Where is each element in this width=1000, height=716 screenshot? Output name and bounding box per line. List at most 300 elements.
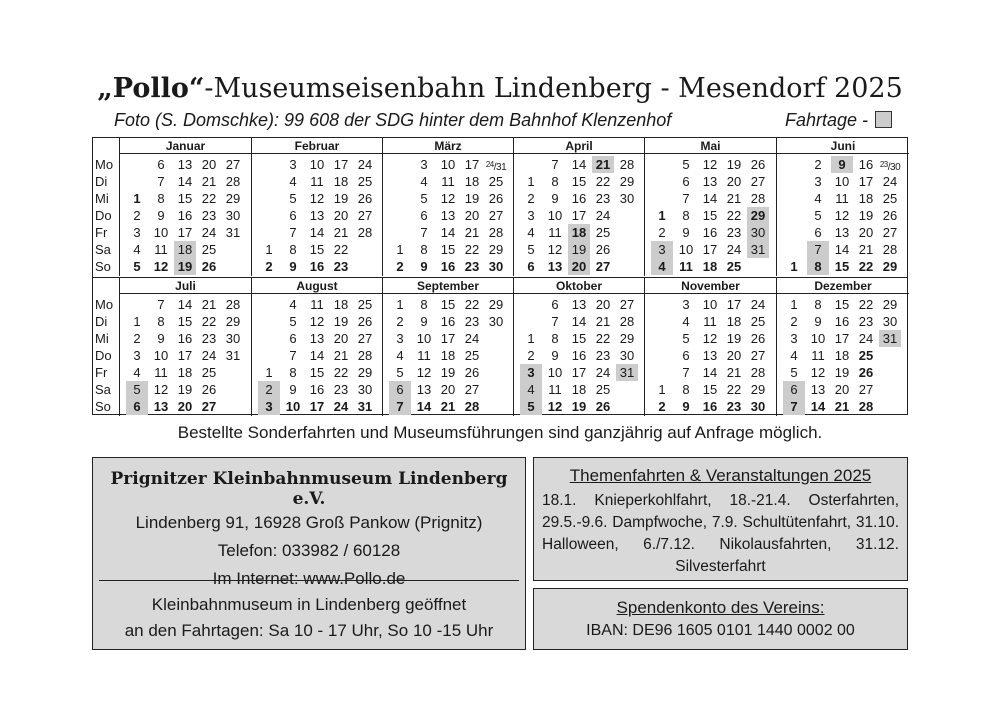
day-cell: 5 [126, 381, 148, 398]
day-cell: 21 [726, 191, 742, 206]
day-cell: 28 [750, 191, 766, 206]
day-cell: 8 [289, 365, 297, 380]
weekday-label: Mo [95, 297, 114, 312]
day-cell: 22 [464, 297, 480, 312]
day-cell: 20 [177, 399, 193, 414]
day-cell: 27 [595, 259, 611, 274]
day-cell: 19 [464, 191, 480, 206]
weekday-labels [93, 156, 119, 275]
month-header: Juli [120, 278, 251, 294]
month-november [644, 278, 776, 416]
month-header: August [252, 278, 382, 294]
day-cell: 18 [568, 224, 590, 241]
day-cell: 27 [619, 297, 635, 312]
month-header: April [514, 138, 644, 154]
day-cell: 19 [440, 365, 456, 380]
day-cell: 15 [309, 365, 325, 380]
day-cell: 15 [440, 242, 456, 257]
day-cell: 21 [201, 174, 217, 189]
day-cell: 17 [571, 365, 587, 380]
day-cell: 27 [750, 348, 766, 363]
day-cell: 6 [814, 225, 822, 240]
day-cell: 8 [420, 242, 428, 257]
day-cell: 27 [858, 382, 874, 397]
day-cell: 11 [154, 365, 168, 380]
day-cell: 29 [747, 207, 769, 224]
day-cell: 21 [440, 399, 456, 414]
day-cell: 3 [396, 331, 404, 346]
title-bold: „Pollo“ [97, 73, 205, 104]
day-cell: 2 [658, 399, 666, 414]
weekday-label: Do [95, 348, 112, 363]
day-cell: 11 [548, 382, 562, 397]
day-cell: 17 [571, 208, 587, 223]
month-header: November [645, 278, 776, 294]
day-cell: 9 [831, 156, 853, 173]
day-cell: 9 [551, 191, 559, 206]
day-cell: 8 [289, 242, 297, 257]
day-cell: 2 [527, 191, 535, 206]
day-cell: 8 [157, 314, 165, 329]
day-cell: 12 [153, 259, 169, 274]
day-cell: 23 [201, 208, 217, 223]
day-cell: 21 [726, 365, 742, 380]
day-cell: 26 [464, 365, 480, 380]
day-cell: 7 [157, 174, 165, 189]
day-cell: 16 [702, 225, 718, 240]
day-cell: 18 [174, 241, 196, 258]
day-cell: 4 [520, 381, 542, 398]
day-cell: 2 [133, 331, 141, 346]
day-cell: 12 [702, 331, 718, 346]
day-cell: 30 [488, 259, 504, 274]
day-cell: 25 [595, 382, 611, 397]
day-cell: 21 [595, 314, 611, 329]
day-cell: 22 [333, 365, 349, 380]
calendar-second-half [93, 277, 907, 415]
month-header: Oktober [514, 278, 644, 294]
day-cell: 19 [333, 314, 349, 329]
day-cell: 24 [750, 297, 766, 312]
day-cell: 5 [682, 331, 690, 346]
day-cell: 8 [551, 331, 559, 346]
day-cell: 12 [810, 365, 826, 380]
museum-web: Im Internet: www.Pollo.de [212, 569, 406, 588]
day-cell: 20 [333, 331, 349, 346]
day-cell: 12 [547, 242, 563, 257]
day-cell: 8 [807, 258, 829, 275]
day-cell: 29 [882, 297, 898, 312]
title-rest: -Museumseisenbahn Lindenberg - Mesendorf 2025 [204, 73, 903, 104]
day-cell: 12 [309, 314, 325, 329]
day-cell: 22 [201, 314, 217, 329]
day-cell: 2 [527, 348, 535, 363]
calendar-first-half [93, 138, 907, 276]
day-cell: 7 [682, 191, 690, 206]
day-cell: 25 [201, 242, 217, 257]
day-cell: 21 [858, 242, 874, 257]
events-box [533, 457, 908, 581]
day-cell: 1 [396, 297, 404, 312]
day-cell: 26 [750, 157, 766, 172]
day-cell: 20 [201, 157, 217, 172]
museum-address: Lindenberg 91, 16928 Groß Pankow (Prignitz) [135, 513, 483, 532]
day-cell: 14 [834, 242, 850, 257]
fahrtage-legend-label: Fahrtage - [784, 110, 868, 130]
day-cell: 5 [396, 365, 404, 380]
day-cell: 3 [682, 297, 690, 312]
day-cell: 28 [225, 174, 241, 189]
day-cell: 6 [527, 259, 535, 274]
day-cell: 5 [682, 157, 690, 172]
day-cell: 23 [201, 331, 217, 346]
day-cell: 30 [882, 314, 898, 329]
day-cell: 23 [595, 191, 611, 206]
day-cell: 27 [882, 225, 898, 240]
day-cell: 13 [309, 208, 325, 223]
day-cell: 17 [309, 399, 325, 414]
day-cell: 6 [682, 348, 690, 363]
day-cell: 10 [547, 208, 563, 223]
day-cell: 20 [858, 225, 874, 240]
day-cell: 7 [807, 241, 829, 258]
day-cell: 18 [702, 259, 718, 274]
day-cell: 10 [285, 399, 301, 414]
day-cell: 4 [814, 191, 822, 206]
day-cell: 16 [440, 314, 456, 329]
month-august [251, 278, 382, 416]
photo-caption: Foto (S. Domschke): 99 608 der SDG hinter dem Bahnhof Klenzenhof [114, 110, 672, 130]
day-cell: 7 [289, 348, 297, 363]
day-cell: 23 [333, 259, 349, 274]
day-cell: 9 [682, 225, 690, 240]
day-cell: 30 [225, 331, 241, 346]
day-cell: 14 [309, 348, 325, 363]
day-cell: 30 [619, 348, 635, 363]
day-cell: 5 [527, 242, 535, 257]
day-cell: 6 [289, 208, 297, 223]
day-cell: 28 [225, 297, 241, 312]
day-cell: 3 [133, 225, 141, 240]
day-cell: 16 [309, 259, 325, 274]
day-cell: 1 [658, 382, 666, 397]
day-cell: 5 [790, 365, 798, 380]
day-cell: 17 [464, 157, 480, 172]
day-cell: 11 [548, 225, 562, 240]
day-cell: 12 [309, 191, 325, 206]
day-cell: 14 [177, 174, 193, 189]
day-cell: 4 [133, 242, 141, 257]
month-juli [119, 278, 251, 416]
day-cell: 23 [858, 314, 874, 329]
day-cell: 20 [333, 208, 349, 223]
day-cell: 26 [595, 242, 611, 257]
day-cell: 27 [201, 399, 217, 414]
day-cell: 19 [177, 382, 193, 397]
weekday-labels [93, 296, 119, 415]
day-cell: 25 [858, 348, 874, 363]
day-cell: 6 [289, 331, 297, 346]
weekday-label: Mi [95, 331, 109, 346]
weekday-label: So [95, 399, 111, 414]
day-cell: 11 [811, 348, 825, 363]
day-cell: 28 [464, 399, 480, 414]
day-cell: 29 [225, 191, 241, 206]
day-cell: 16 [571, 348, 587, 363]
day-cell: 6 [682, 174, 690, 189]
day-cell: 18 [834, 348, 850, 363]
day-cell: 7 [157, 297, 165, 312]
day-cell: 27 [225, 157, 241, 172]
day-cell: 15 [177, 314, 193, 329]
month-header: Juni [777, 138, 909, 154]
day-cell: 11 [679, 259, 693, 274]
day-cell: 8 [682, 208, 690, 223]
day-cell: 20 [440, 382, 456, 397]
day-cell: 14 [309, 225, 325, 240]
day-cell: 16 [177, 208, 193, 223]
month-header: Februar [252, 138, 382, 154]
month-september [382, 278, 513, 416]
day-cell: 7 [551, 314, 559, 329]
day-cell: 18 [177, 365, 193, 380]
day-cell: 22 [333, 242, 349, 257]
donation-title: Spendenkonto des Vereins: [616, 598, 825, 617]
day-cell: 1 [658, 208, 666, 223]
day-cell: 7 [783, 398, 805, 415]
day-cell: 3 [790, 331, 798, 346]
day-cell: 30 [488, 314, 504, 329]
day-cell: 22 [595, 174, 611, 189]
day-cell: 13 [153, 399, 169, 414]
day-cell: 1 [790, 297, 798, 312]
day-cell: 13 [571, 297, 587, 312]
weekday-label: Fr [95, 365, 108, 380]
weekday-label: Sa [95, 242, 111, 257]
day-cell: 25 [488, 174, 504, 189]
booking-note: Bestellte Sonderfahrten und Museumsführungen sind ganzjährig auf Anfrage möglich. [177, 423, 823, 442]
day-cell: 19 [858, 208, 874, 223]
day-cell: 10 [153, 225, 169, 240]
day-cell: 4 [396, 348, 404, 363]
day-cell: 21 [834, 399, 850, 414]
day-cell: 7 [389, 398, 411, 415]
day-cell: 9 [420, 314, 428, 329]
day-cell: 2 [265, 259, 273, 274]
day-cell: 28 [619, 314, 635, 329]
day-cell: 6 [783, 381, 805, 398]
month-header: Januar [120, 138, 251, 154]
day-cell: 24 [464, 331, 480, 346]
day-cell: 22 [726, 382, 742, 397]
day-cell: 25 [750, 314, 766, 329]
day-cell: 25 [357, 297, 373, 312]
day-cell: 26 [201, 382, 217, 397]
day-cell: 8 [420, 297, 428, 312]
day-cell: 14 [702, 191, 718, 206]
day-cell: 21 [201, 297, 217, 312]
day-cell: 3 [420, 157, 428, 172]
day-cell: 10 [810, 331, 826, 346]
weekday-label: So [95, 259, 111, 274]
day-cell: 26 [595, 399, 611, 414]
day-cell: 4 [289, 174, 297, 189]
day-cell: 22 [201, 191, 217, 206]
day-cell: 14 [416, 399, 432, 414]
day-cell: 8 [814, 297, 822, 312]
day-cell: 9 [420, 259, 428, 274]
day-cell: 9 [289, 382, 297, 397]
day-cell: 4 [420, 174, 428, 189]
day-cell: 4 [790, 348, 798, 363]
day-cell: 10 [440, 157, 456, 172]
day-cell: 4 [289, 297, 297, 312]
day-cell: 29 [488, 242, 504, 257]
day-cell: 6 [126, 398, 148, 415]
calendar [92, 137, 908, 415]
day-cell: 29 [619, 174, 635, 189]
day-cell: 31 [357, 399, 373, 414]
day-cell: 27 [357, 208, 373, 223]
day-cell: 10 [678, 242, 694, 257]
month-april [513, 138, 644, 276]
museum-info-box [92, 457, 526, 650]
day-cell: 18 [858, 191, 874, 206]
day-cell: 25 [464, 348, 480, 363]
day-cell: 6 [389, 381, 411, 398]
day-cell: 2 [814, 157, 822, 172]
day-cell: 31 [225, 225, 241, 240]
events-text: 18.1. Knieperkohlfahrt, 18.-21.4. Osterfahrten, 29.5.-9.6. Dampfwoche, 7.9. Schultütenfahrt, 31.10. Halloween, 6./7.12. Nikolausfahrten, 31.12. Silvesterfahrt [542, 492, 899, 575]
day-cell: 9 [289, 259, 297, 274]
day-cell: 3 [258, 398, 280, 415]
donation-iban: IBAN: DE96 1605 0101 1440 0002 00 [586, 622, 855, 639]
day-cell: 1 [133, 314, 141, 329]
day-cell: 17 [177, 348, 193, 363]
page-title [92, 72, 908, 106]
day-cell: 3 [289, 157, 297, 172]
day-cell: 11 [417, 348, 431, 363]
day-cell: 7 [682, 365, 690, 380]
day-cell: 29 [357, 365, 373, 380]
day-cell: 5 [420, 191, 428, 206]
day-cell: 31 [747, 241, 769, 258]
day-cell: 22 [858, 297, 874, 312]
day-cell: 5 [289, 191, 297, 206]
day-cell: 12 [547, 399, 563, 414]
day-cell: 26 [357, 314, 373, 329]
day-cell: 28 [488, 225, 504, 240]
weekday-label: Di [95, 174, 108, 189]
day-cell: 16 [440, 259, 456, 274]
day-cell: 10 [309, 157, 325, 172]
day-cell: 19 [726, 331, 742, 346]
day-cell: 9 [682, 399, 690, 414]
day-cell: 23 [595, 348, 611, 363]
day-cell: 14 [571, 314, 587, 329]
day-cell: 27 [488, 208, 504, 223]
day-cell: 10 [153, 348, 169, 363]
day-cell: 13 [702, 348, 718, 363]
day-cell: 7 [420, 225, 428, 240]
month-oktober [513, 278, 644, 416]
day-cell: 23 [333, 382, 349, 397]
day-cell: 20 [568, 258, 590, 275]
day-cell: 15 [571, 331, 587, 346]
day-cell: 21 [333, 225, 349, 240]
day-cell: 4 [527, 225, 535, 240]
month-juni [776, 138, 909, 276]
day-cell: 2 [396, 259, 404, 274]
day-cell: 25 [882, 191, 898, 206]
day-cell: 17 [440, 331, 456, 346]
day-cell: 11 [310, 174, 324, 189]
day-cell: 15 [702, 382, 718, 397]
day-cell: 9 [814, 314, 822, 329]
weekday-label: Sa [95, 382, 111, 397]
day-cell: 26 [882, 208, 898, 223]
day-cell: 5 [814, 208, 822, 223]
day-cell: 24 [333, 399, 349, 414]
day-cell: 6 [157, 157, 165, 172]
day-cell: 16 [177, 331, 193, 346]
day-cell: 27 [464, 382, 480, 397]
museum-hours-line1: Kleinbahnmuseum in Lindenberg geöffnet [151, 595, 467, 614]
day-cell: 9 [157, 331, 165, 346]
day-cell: 2 [658, 225, 666, 240]
day-cell: 30 [225, 208, 241, 223]
day-cell: 3 [651, 241, 673, 258]
fahrtage-legend-swatch [875, 111, 892, 128]
day-cell: 10 [834, 174, 850, 189]
day-cell: 29 [225, 314, 241, 329]
month-februar [251, 138, 382, 276]
subtitle-row [92, 110, 908, 130]
day-cell: 26 [858, 365, 874, 380]
day-cell: 1 [265, 242, 273, 257]
day-cell: 21 [333, 348, 349, 363]
day-cell: 18 [333, 174, 349, 189]
day-cell: 19 [834, 365, 850, 380]
day-cell: 18 [440, 348, 456, 363]
day-cell: 24 [357, 157, 373, 172]
day-cell: 12 [153, 382, 169, 397]
day-cell: 24 [201, 348, 217, 363]
day-cell: 19 [568, 241, 590, 258]
day-cell: 12 [440, 191, 456, 206]
month-dezember [776, 278, 909, 416]
day-cell: 31 [225, 348, 241, 363]
day-cell: 14 [702, 365, 718, 380]
day-cell: 13 [309, 331, 325, 346]
day-cell: 30 [747, 224, 769, 241]
day-cell: 25 [357, 174, 373, 189]
day-cell: 17 [177, 225, 193, 240]
day-cell: 12 [416, 365, 432, 380]
day-cell: 18 [571, 382, 587, 397]
day-cell: 19 [726, 157, 742, 172]
day-cell: 23 [726, 225, 742, 240]
day-cell: 27 [750, 174, 766, 189]
day-cell: 24 [882, 174, 898, 189]
day-cell: 24 [726, 242, 742, 257]
museum-divider [99, 580, 519, 581]
day-cell: 25 [595, 225, 611, 240]
day-cell: 11 [441, 174, 455, 189]
day-cell: 13 [416, 382, 432, 397]
day-cell: 16 [571, 191, 587, 206]
day-cell: 22 [858, 259, 874, 274]
